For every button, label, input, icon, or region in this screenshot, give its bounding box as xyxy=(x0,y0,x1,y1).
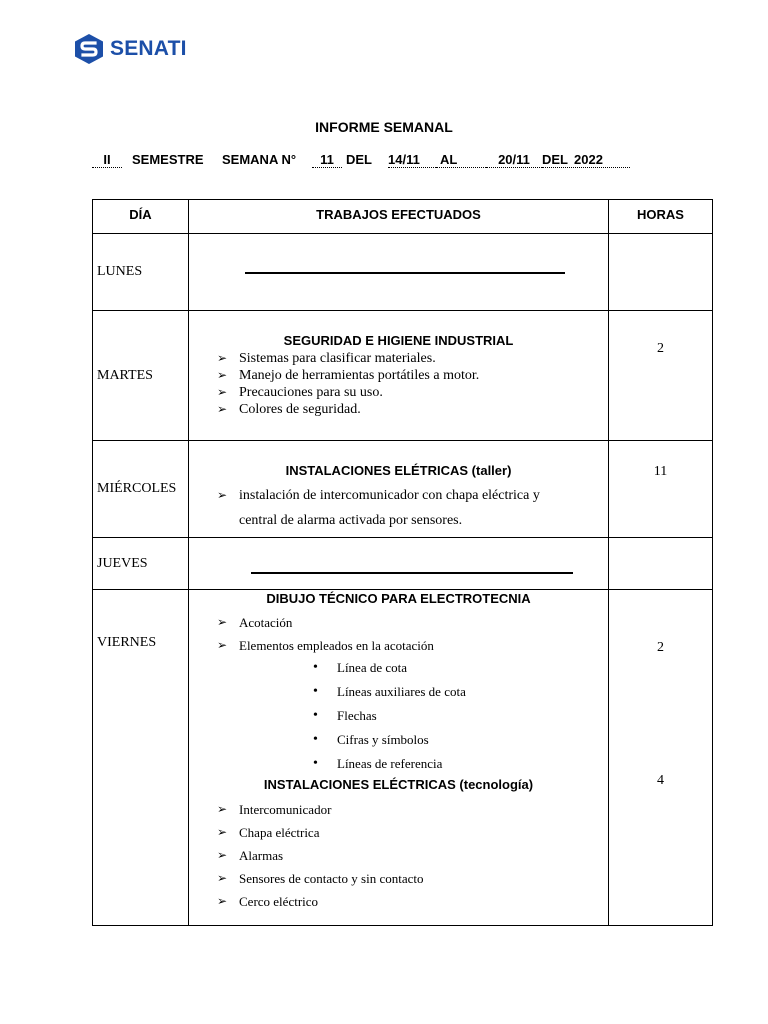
list-item: • Líneas auxiliares de cota xyxy=(189,683,608,707)
list-item: ➢ Alarmas xyxy=(189,844,608,867)
list-item: ➢ Colores de seguridad. xyxy=(189,401,608,418)
day-lunes: LUNES xyxy=(93,234,189,311)
day-martes: MARTES xyxy=(93,311,189,441)
list-item: ➢ Sistemas para clasificar materiales. xyxy=(189,350,608,367)
work-viernes xyxy=(189,590,609,926)
date-from: 14/11 xyxy=(388,152,436,168)
week-number: 11 xyxy=(312,152,342,168)
list-tecnologia xyxy=(189,798,608,913)
work-lunes xyxy=(189,234,609,311)
day-miercoles: MIÉRCOLES xyxy=(93,441,189,538)
hours-viernes xyxy=(609,590,713,926)
weekly-report-table xyxy=(92,199,713,926)
list-item: • Flechas xyxy=(189,707,608,731)
year-group xyxy=(542,152,630,168)
hours-viernes-tecnologia: 4 xyxy=(657,773,664,788)
hours-viernes-dibujo: 2 xyxy=(657,640,664,655)
row-miercoles xyxy=(93,441,713,538)
list-item: • Líneas de referencia xyxy=(189,755,608,779)
sublist-acotacion xyxy=(189,659,608,779)
list-item: • Cifras y símbolos xyxy=(189,731,608,755)
al-label xyxy=(436,152,486,168)
list-item: ➢ Precauciones para su uso. xyxy=(189,384,608,401)
hours-jueves xyxy=(609,538,713,590)
list-item: ➢ Manejo de herramientas portátiles a motor. xyxy=(189,367,608,384)
hours-lunes xyxy=(609,234,713,311)
row-lunes xyxy=(93,234,713,311)
list-item: ➢ Chapa eléctrica xyxy=(189,821,608,844)
list-dibujo xyxy=(189,611,608,657)
hours-martes xyxy=(609,311,713,441)
logo-text: SENATI xyxy=(110,37,187,60)
section-title-miercoles: INSTALACIONES ELÉTRICAS (taller) xyxy=(285,463,512,478)
date-to: 20/11 xyxy=(486,152,542,168)
year: 2022 xyxy=(574,152,603,167)
list-item: ➢ Elementos empleados en la acotación xyxy=(189,634,608,657)
list-item-line2: central de alarma activada por sensores. xyxy=(239,513,463,528)
work-miercoles xyxy=(189,441,609,538)
header-day: DÍA xyxy=(93,200,189,234)
al-text: AL xyxy=(440,152,458,167)
hours-martes-value: 2 xyxy=(657,341,664,356)
list-item: ➢ Sensores de contacto y sin contacto xyxy=(189,867,608,890)
senati-logo xyxy=(73,32,187,66)
list-item: ➢ Acotación xyxy=(189,611,608,634)
hours-miercoles xyxy=(609,441,713,538)
page-title: INFORME SEMANAL xyxy=(315,119,453,135)
row-martes xyxy=(93,311,713,441)
work-jueves xyxy=(189,538,609,590)
semester-number: II xyxy=(92,152,122,168)
semester-label: SEMESTRE xyxy=(132,152,204,167)
list-item: ➢ Intercomunicador xyxy=(189,798,608,821)
day-jueves: JUEVES xyxy=(93,538,189,590)
blank-line-lunes xyxy=(245,272,565,274)
table-header-row xyxy=(93,200,713,234)
senati-logo-icon xyxy=(73,33,105,65)
week-label: SEMANA N° xyxy=(222,152,297,167)
list-miercoles xyxy=(189,483,608,533)
day-viernes: VIERNES xyxy=(97,635,157,650)
header-work: TRABAJOS EFECTUADOS xyxy=(189,200,609,234)
section-title-martes: SEGURIDAD E HIGIENE INDUSTRIAL xyxy=(283,333,514,348)
row-jueves xyxy=(93,538,713,590)
header-hours: HORAS xyxy=(609,200,713,234)
del-label-2: DEL xyxy=(542,152,568,167)
week-line xyxy=(0,152,768,170)
list-item: • Línea de cota xyxy=(189,659,608,683)
hours-miercoles-value: 11 xyxy=(653,464,668,479)
list-martes xyxy=(189,350,608,418)
row-viernes xyxy=(93,590,713,926)
del-label-1: DEL xyxy=(346,152,372,167)
day-viernes-cell xyxy=(93,590,189,926)
list-item-line1: instalación de intercomunicador con chapa eléctrica y xyxy=(239,488,540,503)
section-title-dibujo: DIBUJO TÉCNICO PARA ELECTROTECNIA xyxy=(266,591,531,606)
blank-line-jueves xyxy=(251,572,573,574)
work-martes xyxy=(189,311,609,441)
list-item xyxy=(189,483,608,533)
section-title-tecnologia: INSTALACIONES ELÉCTRICAS (tecnología) xyxy=(263,777,534,792)
list-item: ➢ Cerco eléctrico xyxy=(189,890,608,913)
